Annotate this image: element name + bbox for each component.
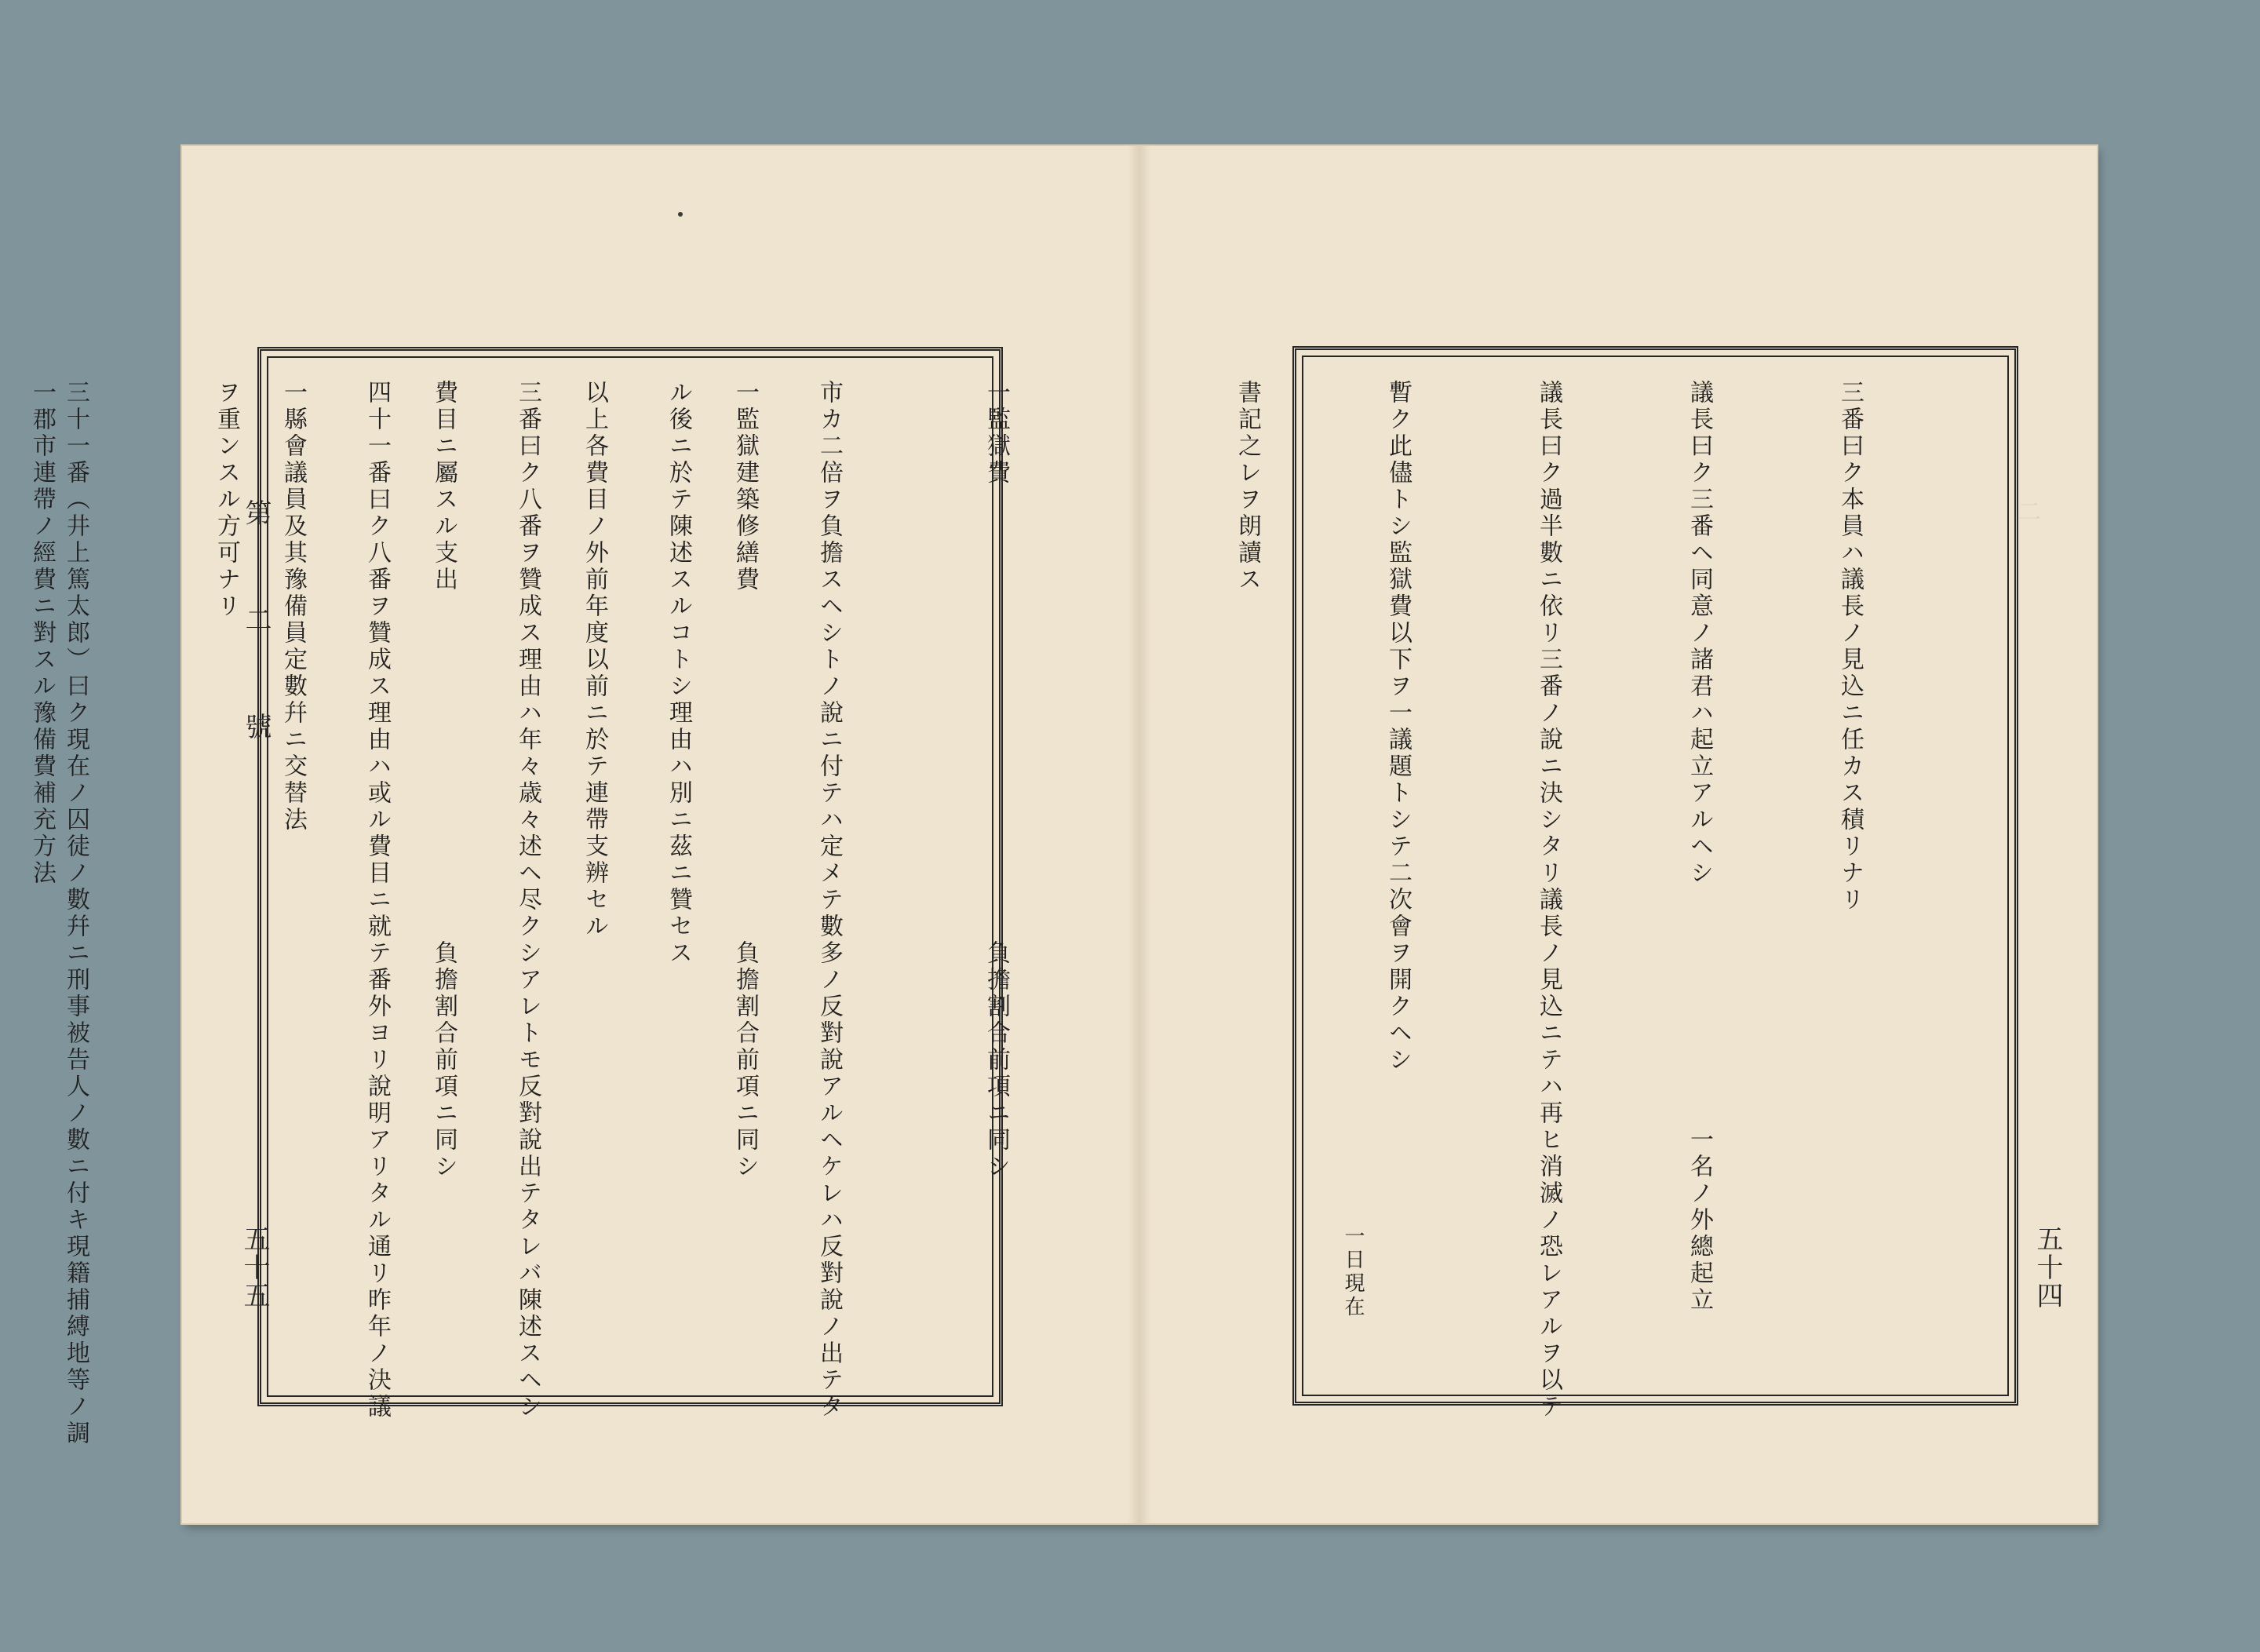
- text-column: 以上各費目ノ外前年度以前ニ於テ連帶支辨セル: [581, 380, 608, 940]
- text-column: 三番曰ク本員ハ議長ノ見込ニ任カス積リナリ: [1836, 380, 1864, 914]
- text-column: 市カ二倍ヲ負擔スヘシトノ說ニ付テハ定メテ數多ノ反對說アルヘケレハ反對說ノ出テタ: [815, 380, 843, 1420]
- book-spread: [28, 146, 2097, 1523]
- text-column: 一監獄費 負擔割合前項ニ同シ: [982, 380, 1010, 1180]
- text-column: 暫ク此儘トシ監獄費以下ヲ一議題トシテ二次會ヲ開クヘシ: [1384, 380, 1412, 1074]
- page-number: 五十五: [239, 1225, 270, 1310]
- bleed-through-title: 二: [2013, 499, 2040, 531]
- book-gutter: [1128, 146, 1151, 1523]
- text-column: 三番曰ク八番ヲ贊成ス理由ハ年々歳々述ヘ尽クシアレトモ反對說出テタレバ陳述スヘシ: [514, 380, 541, 1420]
- text-column: 費目ニ屬スル支出 負擔割合前項ニ同シ: [430, 380, 457, 1180]
- page-number: 五十四: [2032, 1225, 2063, 1310]
- text-column: 一郡市連帶ノ經費ニ對スル豫備費補充方法: [28, 380, 56, 887]
- right-body-text: [0, 380, 1975, 1447]
- section-title: 第 二 號: [240, 499, 272, 766]
- ink-spot: [678, 212, 683, 217]
- text-column: 書記之レヲ朗讀ス: [1234, 380, 1261, 593]
- text-column: 四十一番曰ク八番ヲ贊成ス理由ハ或ル費目ニ就テ番外ヨリ說明アリタル通リ昨年ノ決議: [363, 380, 391, 1420]
- text-column: 一縣會議員及其豫備員定數幷ニ交替法: [279, 380, 307, 833]
- text-column: 一監獄建築修繕費 負擔割合前項ニ同シ: [731, 380, 759, 1180]
- text-column: 三十一番（井上篤太郎）曰ク現在ノ囚徒ノ數幷ニ刑事被告人ノ數ニ付キ現籍捕縛地等ノ調: [62, 380, 89, 1447]
- date-note: 一日現在: [1341, 1225, 1365, 1319]
- text-column: ル後ニ於テ陳述スルコトシ理由ハ別ニ茲ニ贊セス: [665, 380, 692, 967]
- text-column: 議長曰ク過半數ニ依リ三番ノ說ニ決シタリ議長ノ見込ニテハ再ヒ消滅ノ恐レアルヲ以テ: [1535, 380, 1562, 1420]
- text-column: 議長曰ク三番ヘ同意ノ諸君ハ起立アルヘシ 一名ノ外總起立: [1686, 380, 1713, 1314]
- text-column: ヲ重ンスル方可ナリ: [213, 380, 240, 620]
